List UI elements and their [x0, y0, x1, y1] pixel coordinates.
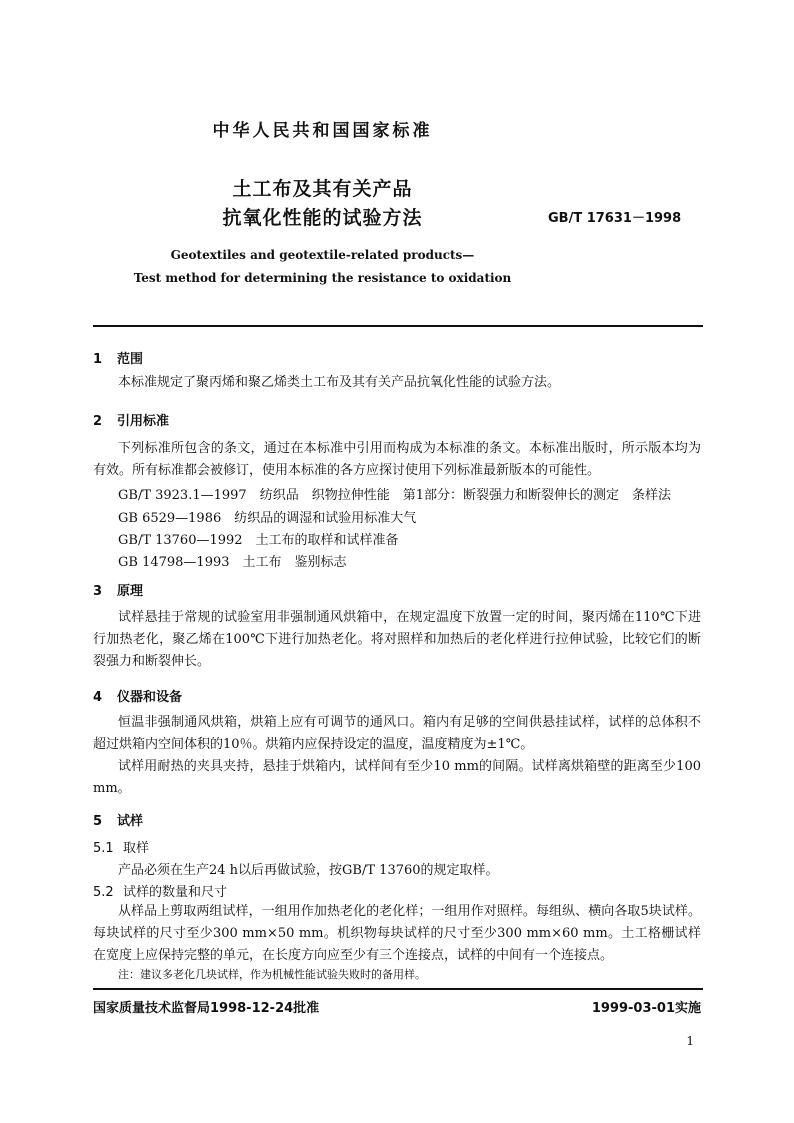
standard-code: GB/T 17631－1998	[548, 211, 682, 226]
header-divider	[93, 325, 703, 327]
subsection-5-2-heading	[93, 881, 227, 900]
section-title: 范围	[117, 352, 144, 367]
section-2-heading	[93, 410, 169, 429]
section-number: 5	[93, 814, 103, 829]
document-title-line2: 抗氧化性能的试验方法	[222, 207, 423, 229]
reference-item: GB 6529—1986 纺织品的调湿和试验用标准大气	[118, 511, 417, 526]
section-number: 1	[93, 352, 103, 367]
section-number: 3	[93, 584, 103, 599]
national-standard-heading: 中华人民共和国国家标准	[212, 121, 433, 141]
subsection-title: 试样的数量和尺寸	[123, 885, 228, 900]
subsection-title: 取样	[123, 841, 150, 856]
section-4-heading	[93, 686, 182, 705]
section-number: 4	[93, 690, 103, 705]
document-title-line1: 土工布及其有关产品	[232, 178, 413, 200]
section-2-text: 下列标准所包含的条文，通过在本标准中引用而构成为本标准的条文。本标准出版时，所示版本均为有效。所有标准都会被修订，使用本标准的各方应探讨使用下列标准最新版本的可能性。	[93, 441, 701, 478]
footer-divider	[93, 988, 703, 990]
reference-item: GB/T 3923.1—1997 纺织品 织物拉伸性能 第1部分：断裂强力和断裂伸长的测定 条样法	[118, 488, 671, 503]
section-5-heading	[93, 810, 143, 829]
section-3-text: 试样悬挂于常规的试验室用非强制通风烘箱中，在规定温度下放置一定的时间，聚丙烯在110℃下进行加热老化，聚乙烯在100℃下进行加热老化。将对照样和加热后的老化样进行拉伸试验，比较它们的断裂强力和断裂伸长。	[93, 610, 701, 669]
section-1-heading	[93, 348, 143, 367]
section-title: 原理	[117, 584, 144, 599]
implementation-date: 1999-03-01实施	[591, 1001, 701, 1016]
subsection-number: 5.1	[93, 841, 114, 856]
page-number: 1	[686, 1034, 694, 1048]
english-title-line1: Geotextiles and geotextile-related products—	[170, 248, 475, 262]
note-text: 注：建议多老化几块试样，作为机械性能试验失败时的备用样。	[118, 968, 426, 981]
subsection-5-2-text: 从样品上剪取两组试样，一组用作加热老化的老化样；一组用作对照样。每组纵、横向各取5块试样。每块试样的尺寸至少300 mm×50 mm。机织物每块试样的尺寸至少300 mm×60 mm。土工格栅试样在宽度上应保持完整的单元，在长度方向应至少有三个连接点，试样的中间有一个连接点。	[93, 904, 701, 963]
section-4-text-2: 试样用耐热的夹具夹持，悬挂于烘箱内，试样间有至少10 mm的间隔。试样离烘箱壁的距离至少100 mm。	[93, 759, 701, 796]
subsection-number: 5.2	[93, 885, 114, 900]
section-3-heading	[93, 580, 143, 599]
approval-date: 国家质量技术监督局1998-12-24批准	[93, 1001, 320, 1016]
section-title: 试样	[117, 814, 144, 829]
section-1-text: 本标准规定了聚丙烯和聚乙烯类土工布及其有关产品抗氧化性能的试验方法。	[118, 375, 561, 390]
english-title-line2: Test method for determining the resistance to oxidation	[133, 271, 512, 285]
section-title: 仪器和设备	[117, 690, 183, 705]
reference-item: GB 14798—1993 土工布 鉴别标志	[118, 555, 347, 570]
section-number: 2	[93, 414, 103, 429]
subsection-5-1-text: 产品必须在生产24 h以后再做试验，按GB/T 13760的规定取样。	[118, 863, 499, 878]
subsection-5-1-heading	[93, 837, 149, 856]
reference-item: GB/T 13760—1992 土工布的取样和试样准备	[118, 533, 399, 548]
section-4-text-1: 恒温非强制通风烘箱，烘箱上应有可调节的通风口。箱内有足够的空间供悬挂试样，试样的总体积不超过烘箱内空间体积的10％。烘箱内应保持设定的温度，温度精度为±1℃。	[93, 715, 701, 752]
section-title: 引用标准	[117, 414, 170, 429]
